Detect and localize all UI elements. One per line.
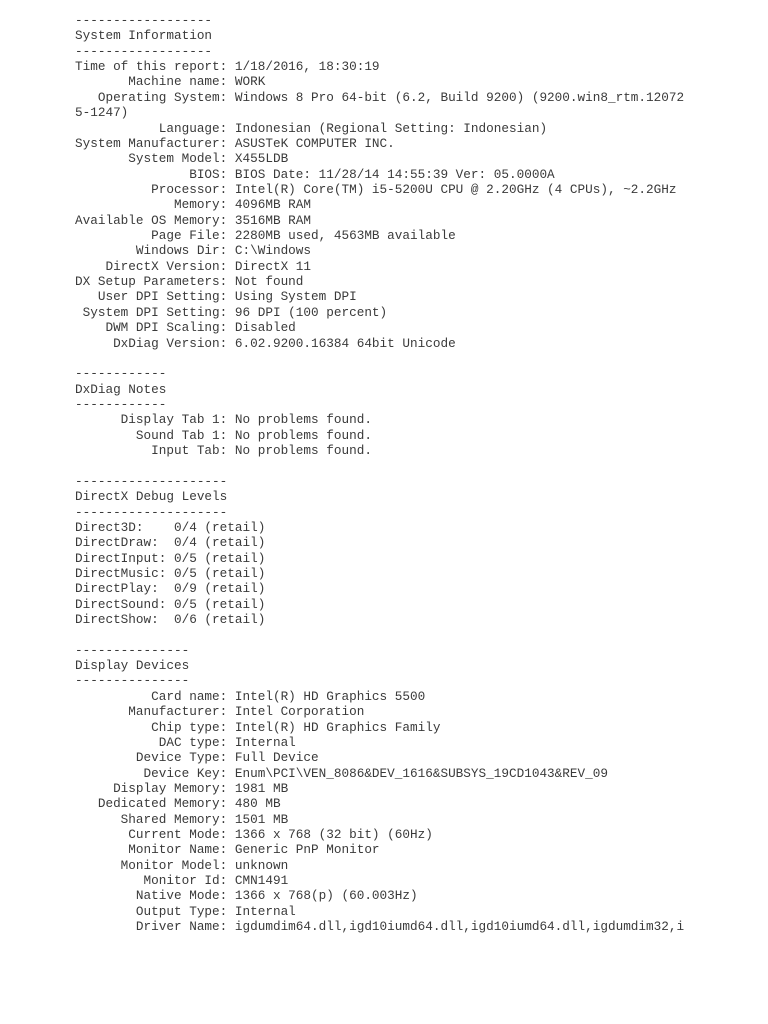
report-line: Shared Memory: 1501 MB xyxy=(75,811,289,827)
report-line: DirectX Version: DirectX 11 xyxy=(75,258,312,274)
report-line: Windows Dir: C:\Windows xyxy=(75,243,312,259)
dxdiag-report-text xyxy=(75,13,755,935)
report-line: 5-1247) xyxy=(75,105,129,121)
report-line: Memory: 4096MB RAM xyxy=(75,197,312,213)
report-line: DirectShow: 0/6 (retail) xyxy=(75,612,266,628)
report-line: Direct3D: 0/4 (retail) xyxy=(75,519,266,535)
report-line: System DPI Setting: 96 DPI (100 percent) xyxy=(75,304,388,320)
report-line xyxy=(75,458,755,473)
report-line: Monitor Model: unknown xyxy=(75,857,289,873)
report-line: System Manufacturer: ASUSTeK COMPUTER INC. xyxy=(75,135,395,151)
report-line: DX Setup Parameters: Not found xyxy=(75,274,304,290)
report-line: Page File: 2280MB used, 4563MB available xyxy=(75,228,456,244)
report-line: System Model: X455LDB xyxy=(75,151,289,167)
report-line: -------------------- xyxy=(75,504,228,520)
report-line: Native Mode: 1366 x 768(p) (60.003Hz) xyxy=(75,888,418,904)
report-line: DirectX Debug Levels xyxy=(75,489,228,505)
report-line: Sound Tab 1: No problems found. xyxy=(75,427,372,443)
report-line: Device Type: Full Device xyxy=(75,750,319,766)
report-line: Card name: Intel(R) HD Graphics 5500 xyxy=(75,688,426,704)
report-line: DAC type: Internal xyxy=(75,734,296,750)
report-line: Operating System: Windows 8 Pro 64-bit (6.2, Build 9200) (9200.win8_rtm.12072 xyxy=(75,89,685,105)
report-line: Chip type: Intel(R) HD Graphics Family xyxy=(75,719,441,735)
report-line: User DPI Setting: Using System DPI xyxy=(75,289,357,305)
report-line: DirectPlay: 0/9 (retail) xyxy=(75,581,266,597)
report-line: Language: Indonesian (Regional Setting: Indonesian) xyxy=(75,120,548,136)
report-line: ------------ xyxy=(75,396,167,412)
report-line: Driver Name: igdumdim64.dll,igd10iumd64.dll,igd10iumd64.dll,igdumdim32,i xyxy=(75,919,685,935)
report-line: Device Key: Enum\PCI\VEN_8086&DEV_1616&SUBSYS_19CD1043&REV_09 xyxy=(75,765,608,781)
report-line: BIOS: BIOS Date: 11/28/14 14:55:39 Ver: 05.0000A xyxy=(75,166,555,182)
report-line: Processor: Intel(R) Core(TM) i5-5200U CPU @ 2.20GHz (4 CPUs), ~2.2GHz xyxy=(75,181,677,197)
report-line: DxDiag Version: 6.02.9200.16384 64bit Unicode xyxy=(75,335,456,351)
report-line: Display Devices xyxy=(75,658,190,674)
report-line: Display Memory: 1981 MB xyxy=(75,780,289,796)
report-line: ------------------ xyxy=(75,43,213,59)
report-line: ------------------ xyxy=(75,13,213,28)
report-line: System Information xyxy=(75,28,213,44)
report-line: DirectInput: 0/5 (retail) xyxy=(75,550,266,566)
report-line: Input Tab: No problems found. xyxy=(75,443,372,459)
report-line: Output Type: Internal xyxy=(75,903,296,919)
report-line: Display Tab 1: No problems found. xyxy=(75,412,372,428)
report-line: DirectSound: 0/5 (retail) xyxy=(75,596,266,612)
report-line: DWM DPI Scaling: Disabled xyxy=(75,320,296,336)
report-line: DirectDraw: 0/4 (retail) xyxy=(75,535,266,551)
report-line: Time of this report: 1/18/2016, 18:30:19 xyxy=(75,59,380,75)
report-line: Dedicated Memory: 480 MB xyxy=(75,796,281,812)
report-line: Available OS Memory: 3516MB RAM xyxy=(75,212,312,228)
report-line: Monitor Name: Generic PnP Monitor xyxy=(75,842,380,858)
report-line: DxDiag Notes xyxy=(75,381,167,397)
report-line: Monitor Id: CMN1491 xyxy=(75,873,289,889)
report-line xyxy=(75,351,755,366)
report-line: DirectMusic: 0/5 (retail) xyxy=(75,565,266,581)
report-line xyxy=(75,627,755,642)
report-line: Machine name: WORK xyxy=(75,74,266,90)
report-line: Current Mode: 1366 x 768 (32 bit) (60Hz) xyxy=(75,827,433,843)
report-line: --------------- xyxy=(75,642,190,658)
report-line: Manufacturer: Intel Corporation xyxy=(75,704,365,720)
report-line: ------------ xyxy=(75,366,167,382)
report-line: -------------------- xyxy=(75,473,228,489)
report-line: --------------- xyxy=(75,673,190,689)
